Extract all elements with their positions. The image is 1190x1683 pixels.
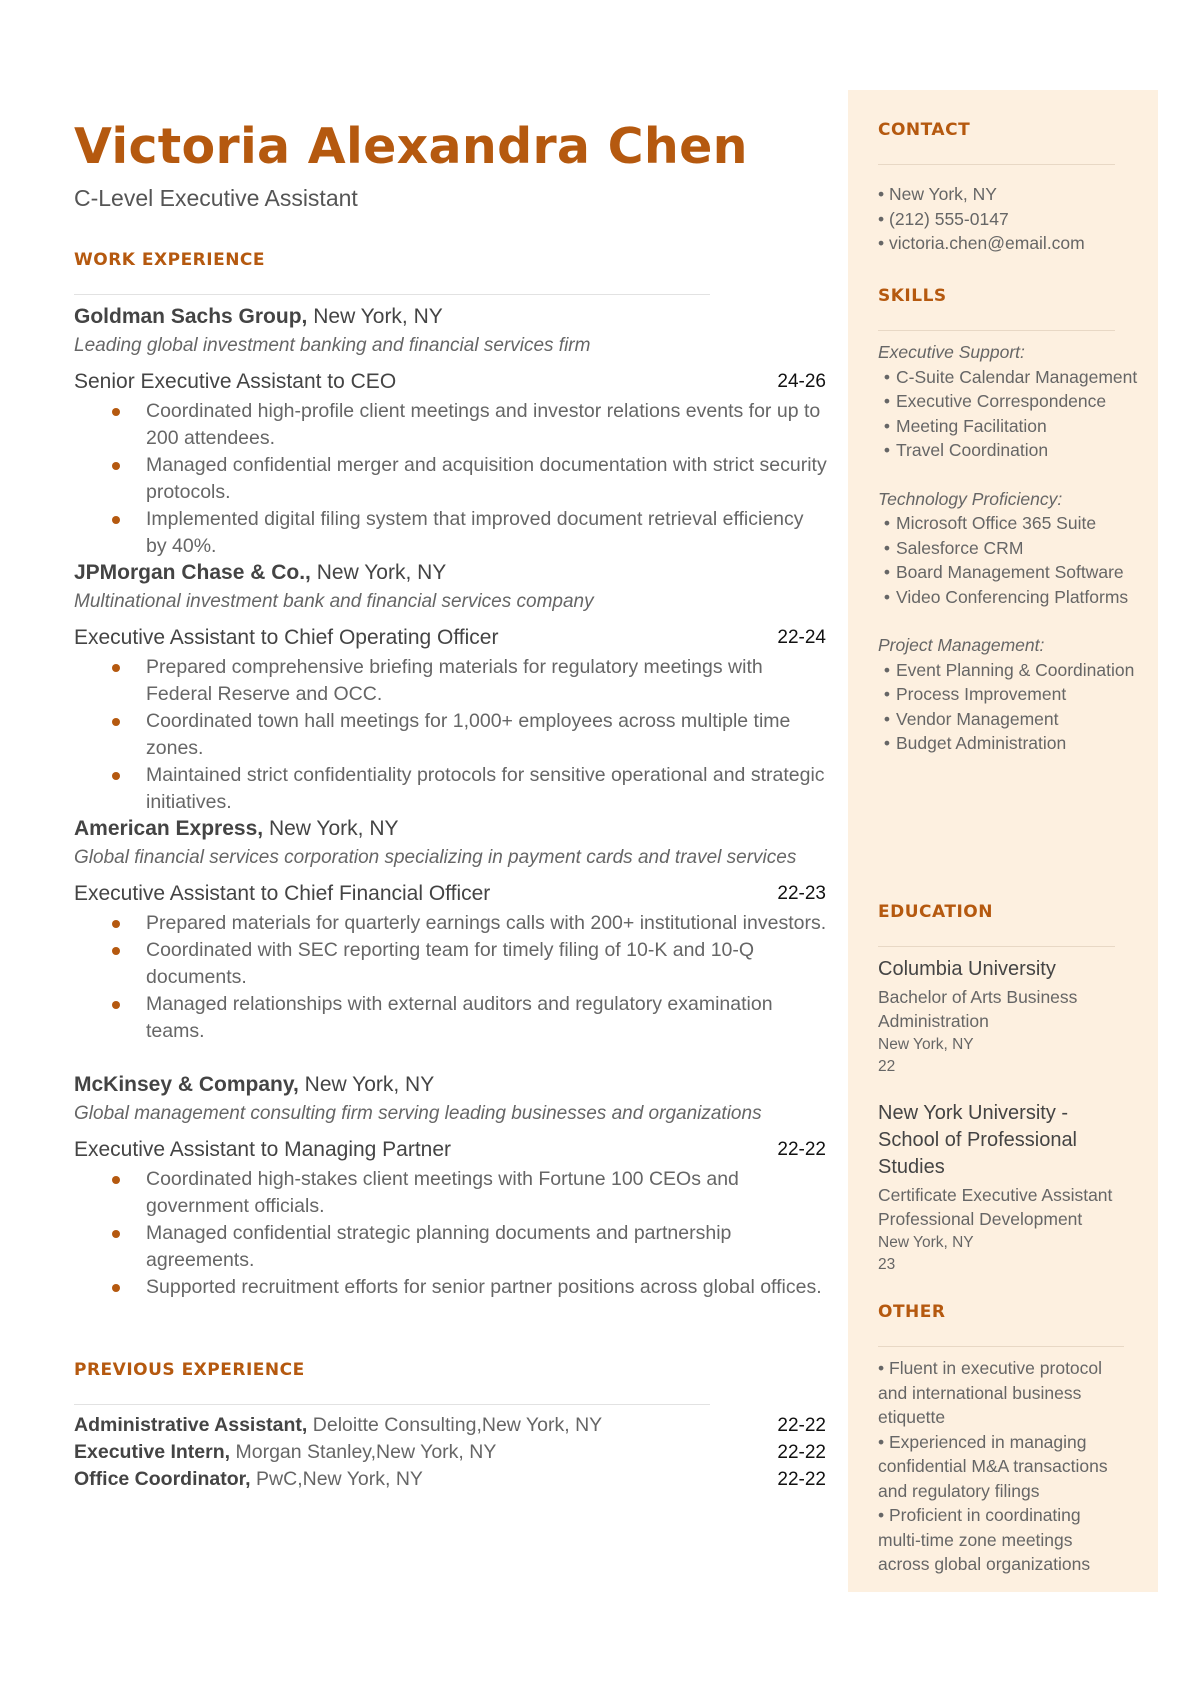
list-item: • Salesforce CRM — [883, 537, 1024, 558]
job-role: Executive Assistant to Chief Operating Officer — [74, 626, 499, 649]
job-bullets — [112, 1166, 828, 1301]
company-location: New York, NY — [316, 561, 447, 584]
list-item: • (212) 555-0147 — [878, 208, 1009, 229]
education-school: Columbia University — [878, 958, 1056, 980]
skills-heading: SKILLS — [878, 286, 947, 306]
list-item: Prepared comprehensive briefing materials for regulatory meetings with Federal Reserve and OCC. — [112, 654, 828, 708]
bullet-icon — [112, 772, 120, 780]
list-item: Implemented digital filing system that improved document retrieval efficiency by 40%. — [112, 506, 828, 560]
skills-list — [878, 340, 1138, 756]
skill-group-label: Project Management: — [878, 635, 1045, 655]
job-dates: 22-24 — [777, 627, 826, 648]
job-dates: 22-23 — [777, 883, 826, 904]
list-item: • Budget Administration — [883, 733, 1067, 753]
company-line — [74, 1073, 434, 1097]
previous-role-row: Office Coordinator, PwC,New York, NY — [74, 1468, 423, 1490]
company-line — [74, 561, 446, 585]
company-description: Global management consulting firm serving leading businesses and organizations — [74, 1103, 762, 1124]
bullet-icon — [112, 664, 120, 672]
education-year: 22 — [878, 1058, 896, 1075]
education-heading: EDUCATION — [878, 902, 993, 922]
list-item: • Vendor Management — [883, 708, 1059, 729]
job-bullets — [112, 398, 828, 560]
education-location: New York, NY — [878, 1234, 974, 1251]
contact-list — [878, 182, 1138, 256]
education-degree: Certificate Executive Assistant Professional Development — [878, 1185, 1113, 1229]
list-item: • victoria.chen@email.com — [878, 233, 1085, 253]
education-school: New York University - School of Professional Studies — [878, 1102, 1078, 1178]
list-item: • New York, NY — [878, 184, 997, 204]
job-role: Senior Executive Assistant to CEO — [74, 370, 397, 393]
education-divider — [878, 946, 1115, 947]
skill-group-label: Technology Proficiency: — [878, 488, 1063, 509]
bullet-icon — [112, 1230, 120, 1238]
previous-role-dates: 22-22 — [777, 1469, 826, 1490]
list-item: • Video Conferencing Platforms — [883, 586, 1129, 607]
list-item: Managed confidential strategic planning documents and partnership agreements. — [112, 1220, 828, 1274]
list-item: Coordinated high-stakes client meetings with Fortune 100 CEOs and government officials. — [112, 1166, 828, 1220]
skills-divider — [878, 330, 1115, 331]
previous-role-dates: 22-22 — [777, 1442, 826, 1463]
bullet-icon — [112, 947, 120, 955]
company-name: McKinsey & Company, — [74, 1073, 299, 1096]
list-item: • Experienced in managing confidential M&A transactions and regulatory filings — [878, 1431, 1108, 1501]
list-item: • Microsoft Office 365 Suite — [883, 513, 1097, 533]
work-experience-heading: WORK EXPERIENCE — [74, 250, 266, 270]
list-item: Maintained strict confidentiality protocols for sensitive operational and strategic initiatives. — [112, 762, 828, 816]
list-item: Coordinated high-profile client meetings and investor relations events for up to 200 attendees. — [112, 398, 828, 452]
list-item: Supported recruitment efforts for senior partner positions across global offices. — [112, 1274, 828, 1301]
list-item: • Executive Correspondence — [883, 391, 1107, 411]
job-bullets — [112, 910, 828, 1045]
previous-role-dates: 22-22 — [777, 1415, 826, 1436]
previous-experience-divider — [74, 1404, 710, 1405]
job-dates: 22-22 — [777, 1139, 826, 1160]
list-item: Coordinated with SEC reporting team for timely filing of 10-K and 10-Q documents. — [112, 937, 828, 991]
company-line — [74, 305, 443, 329]
bullet-icon — [112, 1284, 120, 1292]
company-name: Goldman Sachs Group, — [74, 305, 308, 328]
company-description: Multinational investment bank and financial services company — [74, 591, 594, 612]
bullet-icon — [112, 718, 120, 726]
contact-heading: CONTACT — [878, 120, 971, 140]
sidebar — [848, 90, 1158, 1592]
job-role: Executive Assistant to Managing Partner — [74, 1138, 452, 1161]
company-name: JPMorgan Chase & Co., — [74, 561, 311, 584]
bullet-icon — [112, 408, 120, 416]
list-item: • Proficient in coordinating multi-time zone meetings across global organizations — [878, 1505, 1091, 1574]
list-item: Managed confidential merger and acquisition documentation with strict security protocols. — [112, 452, 828, 506]
bullet-icon — [112, 1001, 120, 1009]
other-list — [878, 1356, 1123, 1577]
list-item: • Fluent in executive protocol and international business etiquette — [878, 1358, 1103, 1427]
contact-divider — [878, 164, 1115, 165]
list-item: Coordinated town hall meetings for 1,000+ employees across multiple time zones. — [112, 708, 828, 762]
job-dates: 24-26 — [777, 371, 826, 392]
education-location: New York, NY — [878, 1036, 974, 1053]
education-year: 23 — [878, 1256, 896, 1273]
other-divider — [878, 1346, 1124, 1347]
job-role: Executive Assistant to Chief Financial Officer — [74, 882, 491, 905]
skill-group-label: Executive Support: — [878, 342, 1025, 362]
list-item: • Travel Coordination — [883, 440, 1049, 460]
previous-role-row: Executive Intern, Morgan Stanley,New York, NY — [74, 1441, 497, 1463]
company-location: New York, NY — [304, 1073, 435, 1096]
company-name: American Express, — [74, 817, 264, 840]
company-description: Global financial services corporation specializing in payment cards and travel services — [74, 847, 797, 868]
company-description: Leading global investment banking and financial services firm — [74, 335, 591, 356]
candidate-name: Victoria Alexandra Chen — [74, 118, 748, 175]
list-item: • Meeting Facilitation — [883, 415, 1047, 436]
bullet-icon — [112, 920, 120, 928]
company-location: New York, NY — [268, 817, 399, 840]
previous-experience-heading: PREVIOUS EXPERIENCE — [74, 1360, 305, 1380]
company-location: New York, NY — [313, 305, 443, 328]
bullet-icon — [112, 1176, 120, 1184]
company-line — [74, 817, 399, 841]
previous-role-row: Administrative Assistant, Deloitte Consulting,New York, NY — [74, 1414, 603, 1436]
list-item: Managed relationships with external auditors and regulatory examination teams. — [112, 991, 828, 1045]
list-item: • C-Suite Calendar Management — [883, 366, 1138, 387]
bullet-icon — [112, 462, 120, 470]
list-item: Prepared materials for quarterly earnings calls with 200+ institutional investors. — [112, 910, 828, 937]
list-item: • Board Management Software — [883, 562, 1124, 582]
bullet-icon — [112, 516, 120, 524]
job-title: C-Level Executive Assistant — [74, 185, 358, 211]
job-bullets — [112, 654, 828, 816]
other-heading: OTHER — [878, 1302, 946, 1322]
work-experience-divider — [74, 294, 710, 295]
education-degree: Bachelor of Arts Business Administration — [878, 987, 1078, 1031]
list-item: • Event Planning & Coordination — [883, 659, 1135, 680]
list-item: • Process Improvement — [883, 684, 1067, 704]
